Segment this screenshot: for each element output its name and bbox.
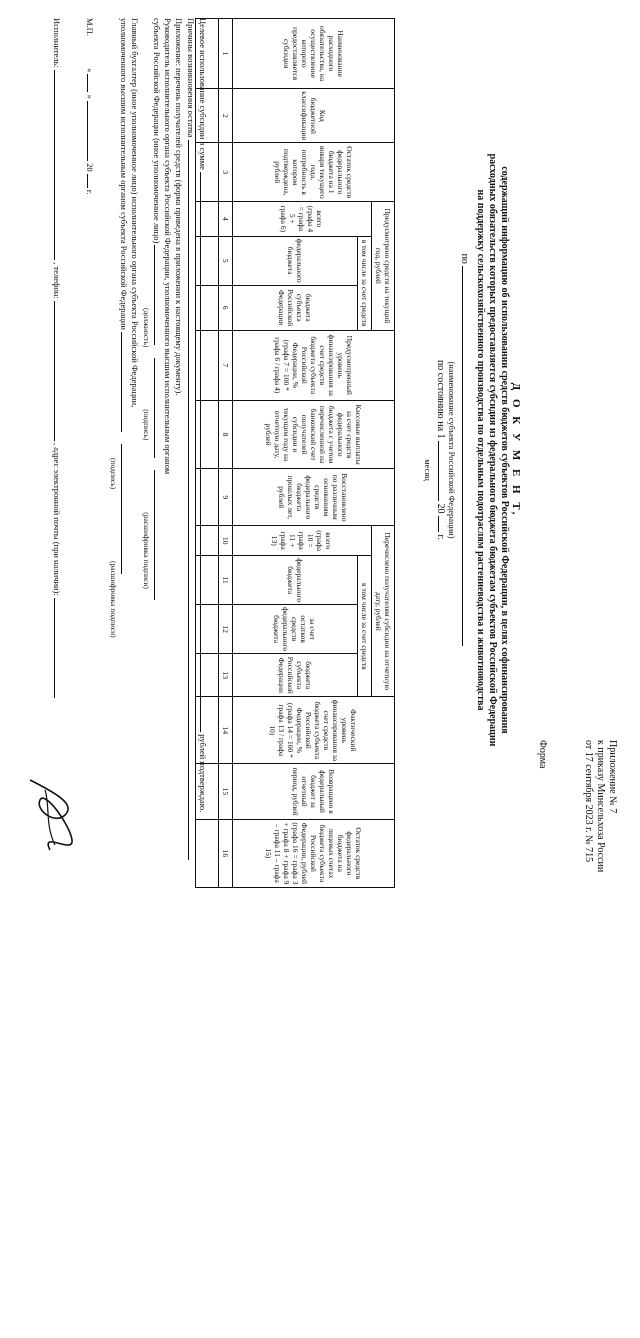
head-position-field[interactable] <box>154 245 155 345</box>
head-line: Руководитель исполнительного органа субъекта Российской Федерации, уполномоченного высшим исполнительным органом <box>163 18 173 475</box>
column-number: 16 <box>219 819 233 887</box>
header-cell: бюджета субъекта Российской Федерации <box>233 285 358 330</box>
column-number: 3 <box>219 143 233 202</box>
column-number: 15 <box>219 764 233 820</box>
reason-line: Причины возникновения остатка <box>186 18 196 898</box>
header-cell: Фактический уровень финансирования за счет средств бюджета субъекта Российской Федерации, % (графа 14 = 100 * графа 13 / графа 10) <box>233 697 395 764</box>
appendix-block <box>582 740 618 910</box>
column-number: 11 <box>219 556 233 605</box>
subject-line: по <box>458 70 470 830</box>
column-number: 12 <box>219 605 233 654</box>
title-word: Д О К У М Е Н Т, <box>510 382 522 518</box>
accountant-decode-field[interactable] <box>121 444 122 574</box>
header-cell: Возвращено в федеральный бюджет за отчетный период, рублей <box>233 764 395 820</box>
date-month-field[interactable] <box>87 101 88 161</box>
column-number: 9 <box>219 469 233 526</box>
column-number: 1 <box>219 19 233 89</box>
column-number: 13 <box>219 654 233 697</box>
header-cell: Остаток средств федерального бюджета на лицевых счетах бюджета субъекта Российской Федерации, рублей (графа 16 = графа 3 + графа 8 + графа 9 – графа 11 – графа 15) <box>233 819 395 887</box>
header-cell: бюджета субъекта Российской Федерации <box>233 654 358 697</box>
date-day-field[interactable] <box>87 74 88 92</box>
head-line2: субъекта Российской Федерации (иное уполномоченное лицо) <box>152 18 162 898</box>
head-sign-field[interactable] <box>154 358 155 458</box>
header-group: Перечислено получателям субсидии на отчетную дату, рублей <box>372 526 395 697</box>
column-number: 7 <box>219 330 233 400</box>
column-number: 14 <box>219 697 233 764</box>
header-cell: за счет остатков средств федерального бюджета <box>233 605 358 654</box>
title-line: на поддержку сельскохозяйственного производства по отдельным подотраслям растениеводства и животноводства <box>475 189 486 711</box>
date-year-field[interactable] <box>87 174 88 188</box>
title-line: содержащий информацию об использовании средств бюджетов субъектов Российской Федерации, в целях софинансирования <box>499 166 510 734</box>
column-number: 6 <box>219 285 233 330</box>
header-cell: федерального бюджета <box>233 236 358 285</box>
stamp-date-line: М.П. « » 20 г. <box>85 18 95 195</box>
column-number: 5 <box>219 236 233 285</box>
subject-caption: (наименование субъекта Российской Федерации) <box>447 361 457 539</box>
header-cell: Восстановлено по различным основаниям средств федерального бюджета прошлых лет, рублей <box>233 469 395 526</box>
subject-field[interactable] <box>462 266 463 646</box>
phone-field[interactable] <box>54 301 55 441</box>
column-number: 2 <box>219 89 233 143</box>
column-numbers-row <box>219 19 233 888</box>
executor-field[interactable] <box>54 70 55 260</box>
header-group: Предусмотрено средств на текущий год, рублей <box>372 202 395 331</box>
appendix-note: Приложение: перечень получателей средств (форма приведена в приложении к настоящему документу). <box>174 18 184 396</box>
accountant-line2: уполномоченного высшим исполнительным органом субъекта Российской Федерации <box>119 18 129 898</box>
document-title <box>422 70 522 830</box>
header-cell: федерального бюджета <box>233 556 358 605</box>
usage-line: Целевое использование субсидии в сумме рублей подтверждаю. <box>198 18 208 813</box>
column-number: 4 <box>219 202 233 237</box>
month-caption: месяц <box>423 459 433 481</box>
appendix-line: от 17 сентября 2023 г. № 715 <box>583 740 594 863</box>
header-cell: Наименование расходного обязательства, на осуществление которого предоставляется субсидия <box>233 19 395 89</box>
month-field[interactable] <box>438 441 439 501</box>
accountant-line: Главный бухгалтер (иное уполномоченное лицо) исполнительного органа субъекта Российской Федерации, <box>130 18 140 408</box>
accountant-captions: (подпись) (расшифровка подписи) <box>109 458 118 638</box>
column-number: 10 <box>219 526 233 556</box>
header-cell: Остаток средств федерального бюджета на 1 января текущего года, потребность в котором подтверждена, рублей <box>233 143 395 202</box>
title-line: расходных обязательств которых предоставляется субсидия из федерального бюджета бюджетам субъектов Российской Федерации <box>487 153 498 747</box>
appendix-line: Приложение № 7 <box>607 740 618 814</box>
header-cell: Предусмотренный уровень финансирования за счет средств бюджета субъекта Российской Федерации, % (графа 7 = 100 * графа 6 / графа 4) <box>233 330 395 400</box>
header-cell: Кассовые выплаты за счет средств федерального бюджета с учетом перечисленной на банковский счет получателей субсидии и текущим году на отчетную дату, рублей <box>233 400 395 469</box>
header-cell: Код бюджетной классификации <box>233 89 395 143</box>
head-captions: (должность) (подпись) (расшифровка подписи) <box>142 308 151 589</box>
header-cell: всего (графа 4 = графа 5 + графа 6) <box>233 202 372 237</box>
forma-label: Форма <box>537 740 548 769</box>
executor-line: Исполнитель: , телефон: , адрес электронной почты (при наличии): <box>52 18 62 898</box>
header-cell: всего (графа 10 = графа 11 + графа 13) <box>233 526 372 556</box>
column-number: 8 <box>219 400 233 469</box>
header-subgroup: в том числе за счет средств <box>358 556 372 697</box>
email-field[interactable] <box>54 598 55 698</box>
report-table <box>195 18 395 888</box>
signature-icon <box>20 770 80 860</box>
reason-field[interactable] <box>188 140 189 860</box>
head-decode-field[interactable] <box>154 470 155 600</box>
appendix-line: к приказу Минсельхоза России <box>595 740 606 873</box>
state-line: по состоянию на 1 20 г. <box>435 359 446 541</box>
header-subgroup: в том числе за счет средств <box>358 236 372 330</box>
year-field[interactable] <box>438 516 439 532</box>
usage-amount-field[interactable] <box>200 172 201 732</box>
accountant-sign-field[interactable] <box>121 332 122 432</box>
